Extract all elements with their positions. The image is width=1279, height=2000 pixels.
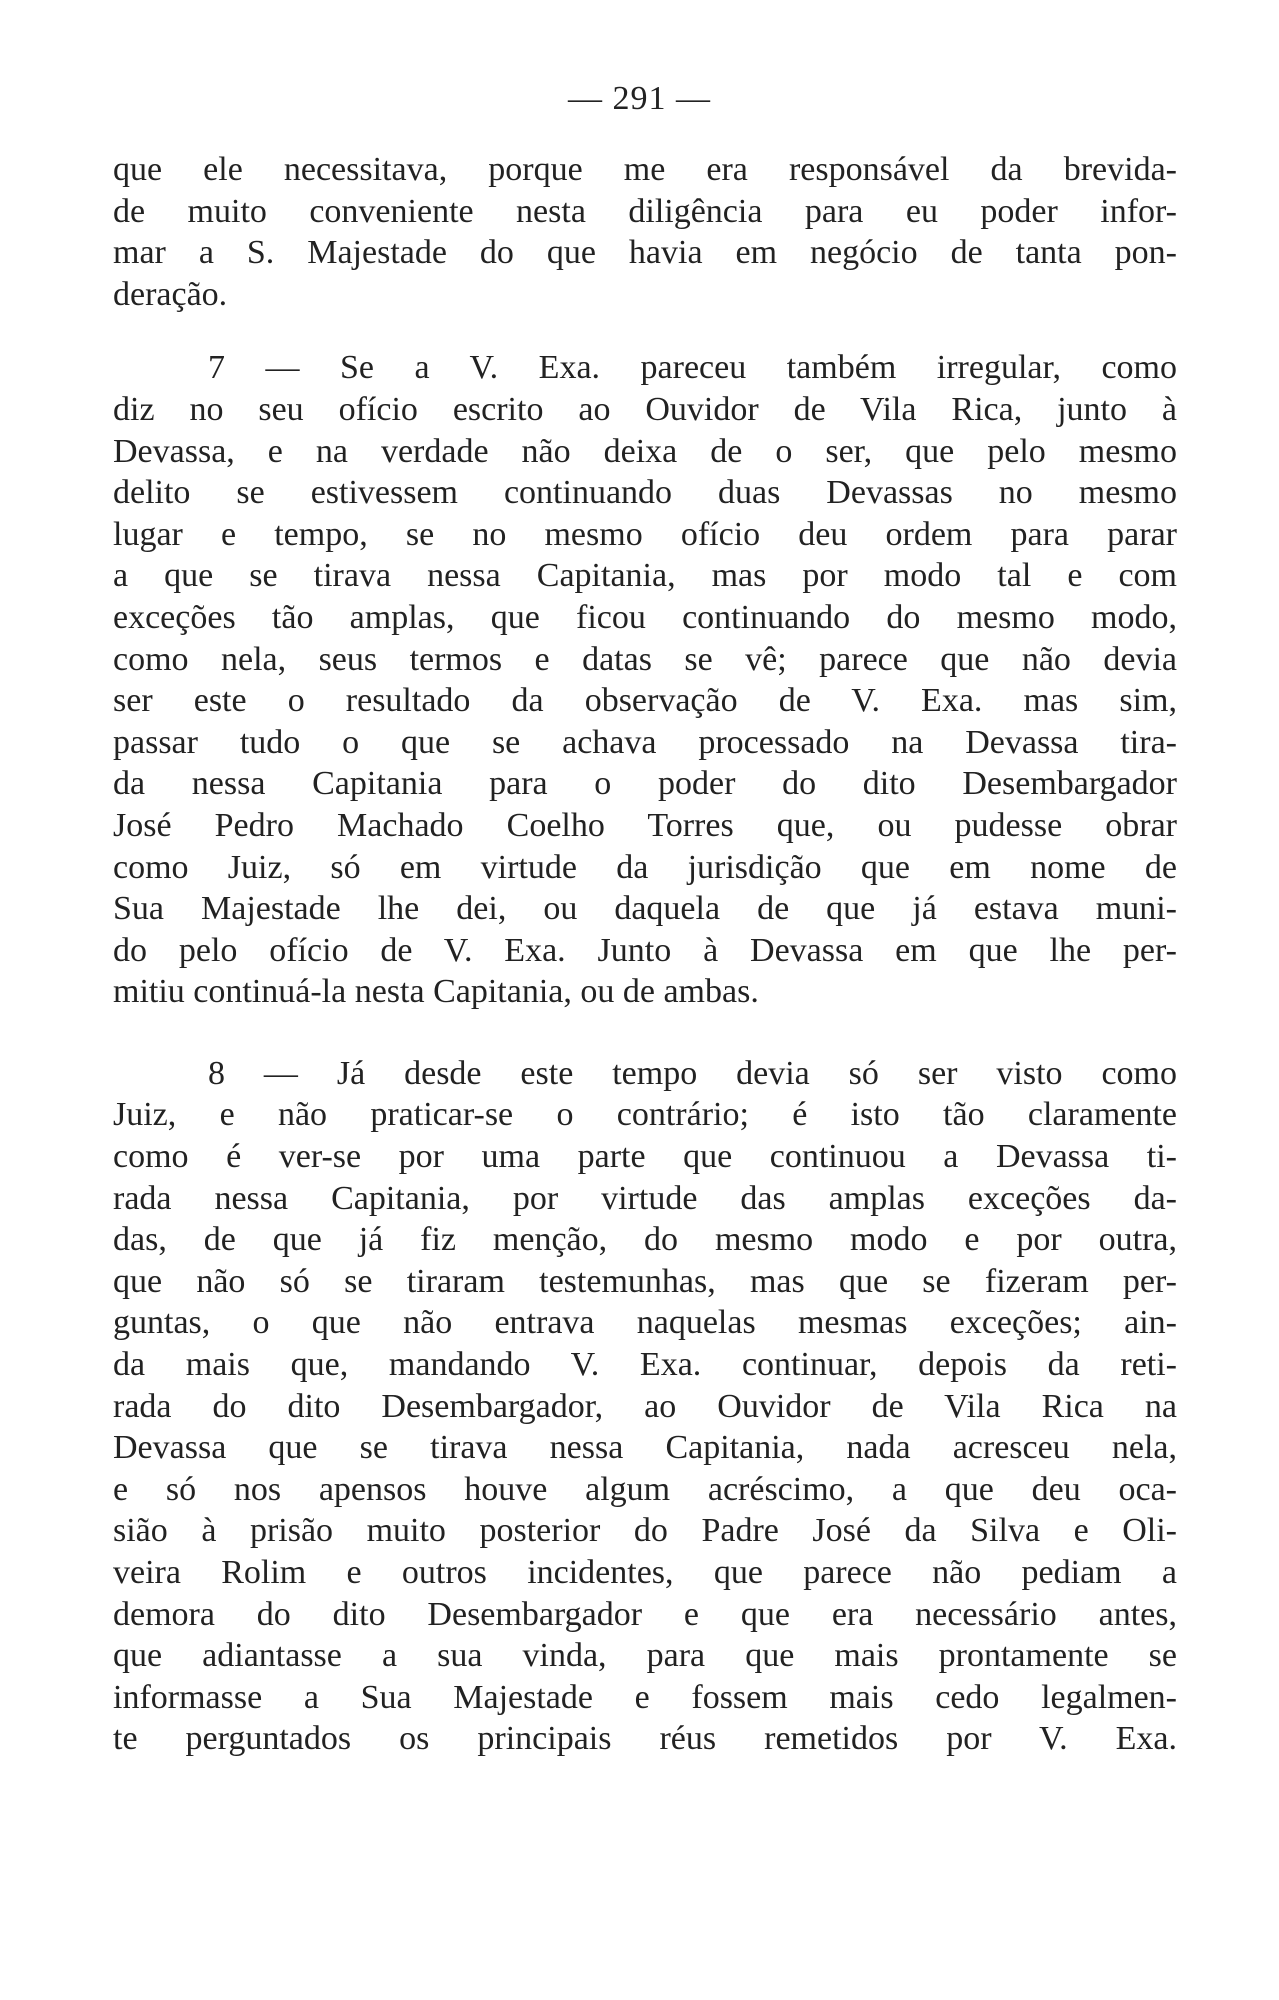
text-line: a que se tirava nessa Capitania, mas por modo tal e com bbox=[113, 557, 1177, 595]
text-line: deração. bbox=[113, 275, 228, 313]
text-line: rada nessa Capitania, por virtude das amplas exceções da- bbox=[113, 1179, 1177, 1217]
text-line: sião à prisão muito posterior do Padre José da Silva e Oli- bbox=[113, 1512, 1177, 1550]
text-line: que adiantasse a sua vinda, para que mais prontamente se bbox=[113, 1637, 1177, 1675]
text-line: delito se estivessem continuando duas Devassas no mesmo bbox=[113, 474, 1177, 512]
paragraph-item-7 bbox=[113, 347, 1177, 1013]
text-line: como nela, seus termos e datas se vê; parece que não devia bbox=[113, 640, 1177, 678]
text-line: Devassa, e na verdade não deixa de o ser, que pelo mesmo bbox=[113, 432, 1177, 470]
body-text bbox=[113, 149, 1177, 1760]
text-line: Devassa que se tirava nessa Capitania, nada acresceu nela, bbox=[113, 1429, 1177, 1467]
text-line: e só nos apensos houve algum acréscimo, a que deu oca- bbox=[113, 1470, 1177, 1508]
text-line: José Pedro Machado Coelho Torres que, ou pudesse obrar bbox=[113, 806, 1177, 844]
text-line: rada do dito Desembargador, ao Ouvidor de Vila Rica na bbox=[113, 1387, 1177, 1425]
paragraph-spacer bbox=[113, 315, 1177, 347]
text-line: 7 — Se a V. Exa. pareceu também irregular, como bbox=[208, 349, 1177, 387]
text-line: das, de que já fiz menção, do mesmo modo e por outra, bbox=[113, 1221, 1177, 1259]
text-line: da nessa Capitania para o poder do dito Desembargador bbox=[113, 765, 1177, 803]
text-line: lugar e tempo, se no mesmo ofício deu ordem para parar bbox=[113, 515, 1177, 553]
text-line: 8 — Já desde este tempo devia só ser visto como bbox=[208, 1054, 1177, 1092]
text-line: ser este o resultado da observação de V. Exa. mas sim, bbox=[113, 682, 1177, 720]
text-line: diz no seu ofício escrito ao Ouvidor de Vila Rica, junto à bbox=[113, 390, 1177, 428]
text-line: que não só se tiraram testemunhas, mas que se fizeram per- bbox=[113, 1262, 1177, 1300]
text-line: demora do dito Desembargador e que era necessário antes, bbox=[113, 1595, 1177, 1633]
text-line: passar tudo o que se achava processado na Devassa tira- bbox=[113, 723, 1177, 761]
text-line: da mais que, mandando V. Exa. continuar, depois da reti- bbox=[113, 1346, 1177, 1384]
text-line: como é ver-se por uma parte que continuou a Devassa ti- bbox=[113, 1138, 1177, 1176]
text-line: exceções tão amplas, que ficou continuando do mesmo modo, bbox=[113, 598, 1177, 636]
paragraph-item-8 bbox=[113, 1053, 1177, 1760]
text-line: te perguntados os principais réus remetidos por V. Exa. bbox=[113, 1720, 1177, 1758]
page-number: — 291 — bbox=[568, 80, 711, 117]
text-line: do pelo ofício de V. Exa. Junto à Devassa em que lhe per- bbox=[113, 931, 1177, 969]
text-line: Juiz, e não praticar-se o contrário; é isto tão claramente bbox=[113, 1096, 1177, 1134]
text-line: veira Rolim e outros incidentes, que parece não pediam a bbox=[113, 1554, 1177, 1591]
text-line: mitiu continuá-la nesta Capitania, ou de ambas. bbox=[113, 973, 759, 1011]
text-line: como Juiz, só em virtude da jurisdição que em nome de bbox=[113, 848, 1177, 886]
paragraph-spacer bbox=[113, 1013, 1177, 1053]
text-line: informasse a Sua Majestade e fossem mais cedo legalmen- bbox=[113, 1678, 1177, 1716]
text-line: que ele necessitava, porque me era responsável da brevida- bbox=[113, 151, 1177, 188]
text-line: de muito conveniente nesta diligência para eu poder infor- bbox=[113, 192, 1177, 230]
text-line: mar a S. Majestade do que havia em negócio de tanta pon- bbox=[113, 234, 1177, 272]
paragraph-continuation bbox=[113, 149, 1177, 315]
text-line: Sua Majestade lhe dei, ou daquela de que já estava muni- bbox=[113, 890, 1177, 928]
text-line: guntas, o que não entrava naquelas mesmas exceções; ain- bbox=[113, 1304, 1177, 1342]
